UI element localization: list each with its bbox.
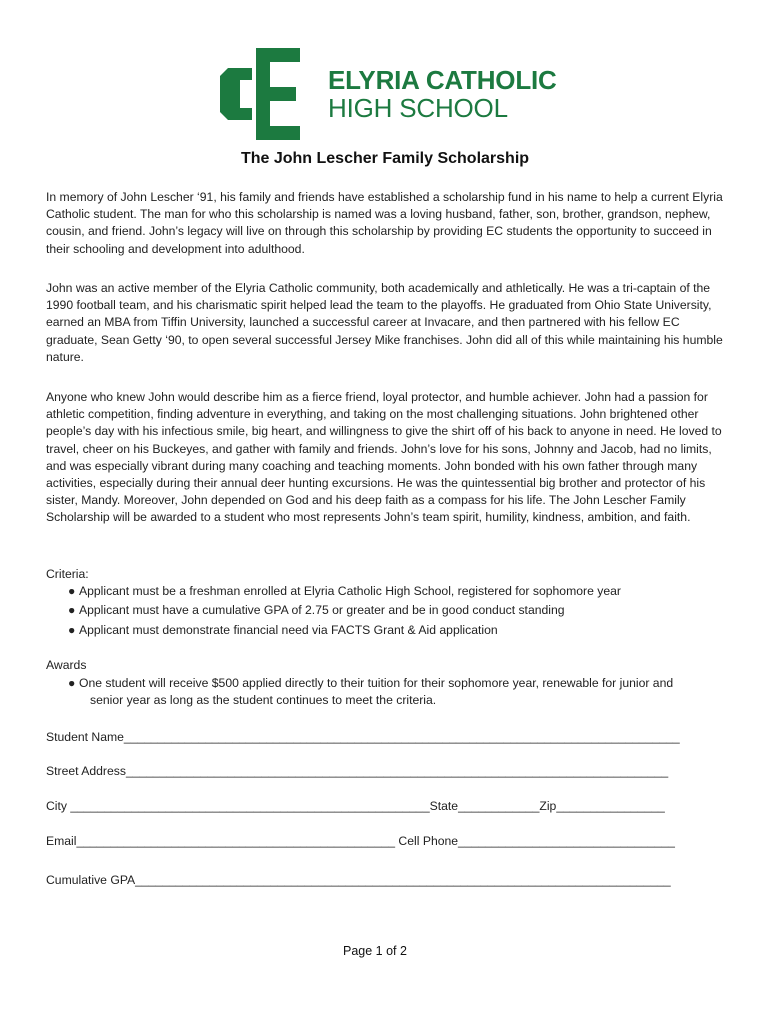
criteria-item	[68, 583, 718, 600]
cumulative-gpa-field[interactable]: Cumulative GPA_______________________________________________________________________________	[46, 873, 671, 887]
logo-wordmark	[328, 66, 557, 122]
document-title: The John Lescher Family Scholarship	[240, 150, 530, 167]
logo-line-2: HIGH SCHOOL	[328, 93, 508, 123]
awards-item-text-line2: senior year as long as the student continues to meet the criteria.	[90, 693, 437, 708]
criteria-item-text: Applicant must demonstrate financial need via FACTS Grant & Aid application	[79, 623, 498, 637]
logo-line-1: ELYRIA CATHOLIC	[328, 65, 557, 95]
ec-monogram-icon	[218, 46, 302, 142]
street-address-field[interactable]: Street Address________________________________________________________________________________	[46, 764, 669, 778]
awards-heading: Awards	[46, 658, 87, 672]
criteria-item	[68, 602, 718, 619]
city-state-zip-field[interactable]: City _____________________________________________________State____________Zip________________	[46, 799, 665, 813]
bullet-icon: ●	[68, 623, 76, 637]
page-number: Page 1 of 2	[343, 944, 407, 958]
bullet-icon: ●	[68, 603, 76, 617]
awards-item	[68, 675, 718, 709]
bullet-icon: ●	[68, 676, 76, 690]
criteria-item-text: Applicant must be a freshman enrolled at Elyria Catholic High School, registered for sophomore year	[79, 584, 621, 598]
school-logo	[218, 46, 558, 144]
email-phone-field[interactable]: Email_______________________________________________ Cell Phone________________________________	[46, 834, 675, 848]
bullet-icon: ●	[68, 584, 76, 598]
criteria-item	[68, 622, 718, 639]
awards-item-text-line1: One student will receive $500 applied directly to their tuition for their sophomore year, renewable for junior and	[79, 676, 674, 690]
paragraph-biography: John was an active member of the Elyria Catholic community, both academically and athletically. He was a tri-captain of the 1990 football team, and his charismatic spirit helped lead the team to the playoffs. He graduated from Ohio State University, earned an MBA from Tiffin University, launched a successful career at Invacare, and then partnered with his fellow EC graduate, Sean Getty ‘90, to open several successful Jersey Mike franchises. John did all of this while maintaining his humble nature.	[46, 281, 723, 364]
criteria-heading: Criteria:	[46, 567, 89, 581]
criteria-item-text: Applicant must have a cumulative GPA of 2.75 or greater and be in good conduct standing	[79, 603, 565, 617]
student-name-field[interactable]: Student Name__________________________________________________________________________________	[46, 730, 680, 744]
paragraph-memory: In memory of John Lescher ‘91, his family and friends have established a scholarship fund in his name to help a current Elyria Catholic student. The man for who this scholarship is named was a loving husband, father, son, brother, grandson, nephew, cousin, and friend. John’s legacy will live on through this scholarship by providing EC students the opportunity to succeed in their schooling and development into adulthood.	[46, 190, 723, 256]
paragraph-character: Anyone who knew John would describe him as a fierce friend, loyal protector, and humble achiever. John had a passion for athletic competition, finding adventure in everything, and taking on the most challenging situations. John brightened other people’s day with his infectious smile, big heart, and willingness to give the shirt off of his back to anyone in need. He loved to travel, cheer on his Buckeyes, and gather with family and friends. John’s love for his sons, Johnny and Jacob, had no limits, and was especially vibrant during many coaching and teaching moments. John bonded with his own father through many activities, especially during their annual deer hunting excursions. He was the quintessential big brother and protector of his sister, Mandy. Moreover, John depended on God and his deep faith as a compass for his life. The John Lescher Family Scholarship will be awarded to a student who most represents John’s team spirit, humility, kindness, ambition, and faith.	[46, 390, 722, 525]
